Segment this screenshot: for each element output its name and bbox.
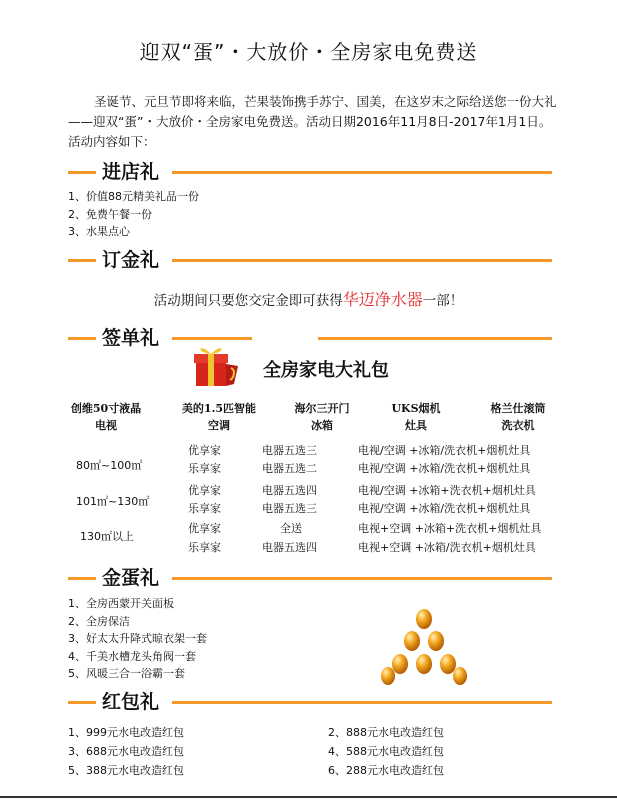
intro-paragraph: [68, 92, 558, 152]
section-title-redpack: 红包礼: [102, 691, 160, 713]
choice-label: 电器五选四: [262, 484, 317, 497]
appliance-header-fridge: 海尔三开门 冰箱: [294, 402, 350, 432]
list-item: 4、588元水电改造红包: [328, 745, 444, 758]
intro-text: 圣诞节、元旦节即将来临，芒果装饰携手苏宁、国美，在这岁末之际给送您一份大礼——迎双“蛋”・大放价・全房家电免费送。活动日期2016年11月8日-2017年1月1日。活动内容如下：: [68, 94, 557, 149]
list-item: 1、全房西蒙开关面板: [68, 597, 174, 610]
items-label: 电视+空调 +冰箱/洗衣机+烟机灶具: [358, 541, 536, 554]
list-item: 4、千美水槽龙头角阀一套: [68, 649, 196, 663]
choice-label: 电器五选二: [262, 462, 317, 475]
list-item: 3、688元水电改造红包: [68, 745, 184, 758]
list-item: 1、价值88元精美礼品一份: [68, 190, 199, 203]
page-bottom-rule: [0, 796, 617, 798]
section-header-redpack: [68, 690, 552, 714]
store-gift-list: [68, 188, 199, 241]
list-item: 5、388元水电改造红包: [68, 764, 184, 777]
section-header-deposit: [68, 248, 552, 272]
appliance-header-ac: 美的1.5匹智能 空调: [181, 402, 257, 432]
golden-eggs-icon: [378, 608, 470, 688]
list-item: 1、999元水电改造红包: [68, 726, 184, 739]
deposit-text: 活动期间只要您交定金即可获得: [153, 293, 343, 309]
section-title-deposit: 订金礼: [102, 249, 160, 271]
section-title-store: 进店礼: [102, 161, 160, 183]
list-item: 6、288元水电改造红包: [328, 764, 444, 777]
redpack-list-right: [328, 723, 444, 780]
plan-label: 乐享家: [188, 462, 221, 475]
items-label: 电视/空调 +冰箱/洗衣机+烟机灶具: [358, 444, 531, 457]
egg-gift-list: [68, 595, 207, 683]
list-item: 3、好太太升降式晾衣架一套: [68, 632, 207, 645]
items-label: 电视/空调 +冰箱/洗衣机+烟机灶具: [358, 502, 531, 515]
package-title: 全房家电大礼包: [263, 360, 389, 381]
area-label: 130㎡以上: [80, 530, 134, 543]
plan-label: 乐享家: [188, 541, 221, 554]
appliance-header-washer: 格兰仕滚筒 洗衣机: [490, 402, 546, 432]
gift-box-icon: [190, 340, 244, 390]
list-item: 2、888元水电改造红包: [328, 726, 444, 739]
section-header-sign: [68, 326, 552, 350]
area-label: 101㎡~130㎡: [76, 495, 150, 508]
choice-label: 电器五选三: [262, 444, 317, 457]
choice-label: 电器五选三: [262, 502, 317, 515]
list-item: 3、水果点心: [68, 225, 130, 238]
items-label: 电视+空调 +冰箱+洗衣机+烟机灶具: [358, 522, 542, 535]
items-label: 电视/空调 +冰箱/洗衣机+烟机灶具: [358, 462, 531, 475]
choice-label: 全送: [280, 522, 302, 535]
appliance-header-hood: UKS烟机 灶具: [391, 402, 441, 432]
section-header-egg: [68, 566, 552, 590]
appliance-header-tv: 创维50寸液晶 电视: [70, 402, 142, 432]
plan-label: 优享家: [188, 444, 221, 457]
deposit-offer: [0, 287, 617, 310]
section-title-sign: 签单礼: [102, 327, 160, 349]
deposit-suffix: 一部！: [422, 293, 464, 309]
list-item: 2、免费午餐一份: [68, 207, 152, 221]
plan-label: 优享家: [188, 522, 221, 535]
list-item: 2、全房保洁: [68, 614, 130, 628]
area-label: 80㎡~100㎡: [76, 459, 143, 472]
plan-label: 乐享家: [188, 502, 221, 515]
redpack-list-left: [68, 723, 184, 780]
deposit-highlight: 华迈净水器: [342, 290, 423, 309]
section-header-store: [68, 160, 552, 184]
items-label: 电视/空调 +冰箱+洗衣机+烟机灶具: [358, 484, 536, 497]
page-title: 迎双“蛋”・大放价・全房家电免费送: [139, 40, 478, 64]
list-item: 5、风暖三合一浴霸一套: [68, 667, 185, 680]
section-title-egg: 金蛋礼: [102, 567, 160, 589]
plan-label: 优享家: [188, 484, 221, 497]
choice-label: 电器五选四: [262, 541, 317, 554]
